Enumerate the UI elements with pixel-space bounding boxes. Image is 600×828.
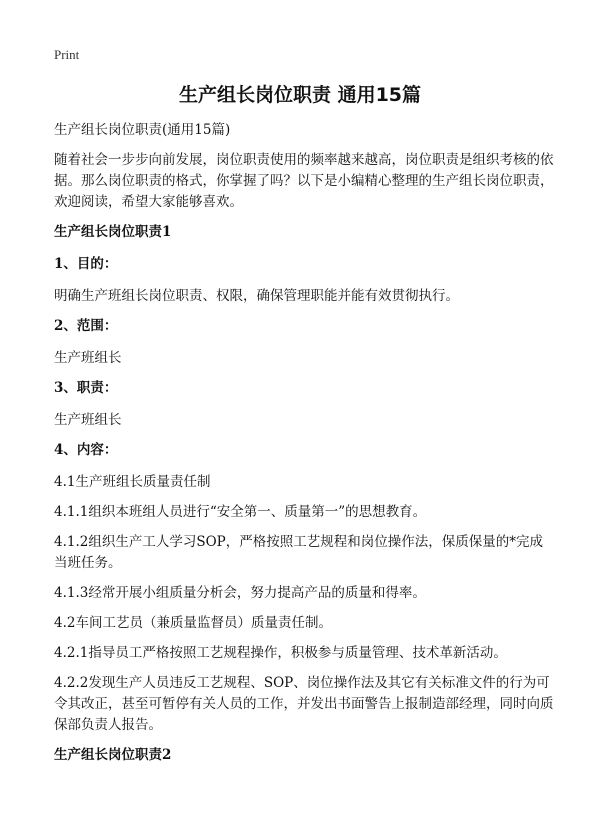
paragraph: 生产组长岗位职责(通用15篇) [54, 122, 231, 138]
document-body [54, 120, 554, 777]
paragraph: 随着社会一步步向前发展，岗位职责使用的频率越来越高，岗位职责是组织考核的依据。那么岗位职责的格式，你掌握了吗？以下是小编精心整理的生产组长岗位职责，欢迎阅读，希望大家能够喜欢。 [54, 152, 554, 210]
section-heading: 2、范围： [54, 318, 118, 334]
paragraph: 生产班组长 [54, 350, 122, 366]
section-heading: 1、目的： [54, 256, 118, 272]
print-label: Print [54, 47, 80, 62]
document-title: 生产组长岗位职责 通用15篇 [178, 84, 422, 106]
paragraph: 4.1.1组织本班组人员进行“安全第一、质量第一”的思想教育。 [54, 504, 427, 520]
paragraph: 4.1.3经常开展小组质量分析会，努力提高产品的质量和得率。 [54, 585, 426, 601]
section-heading: 4、内容： [54, 442, 118, 458]
paragraph: 4.1生产班组长质量责任制 [54, 474, 211, 490]
section-heading: 生产组长岗位职责2 [54, 747, 172, 763]
paragraph: 4.2车间工艺员（兼质量监督员）质量责任制。 [54, 615, 332, 631]
section-heading: 生产组长岗位职责1 [54, 224, 172, 240]
paragraph: 明确生产班组长岗位职责、权限，确保管理职能并能有效贯彻执行。 [54, 288, 459, 304]
paragraph: 4.2.1指导员工严格按照工艺规程操作，积极参与质量管理、技术革新活动。 [54, 645, 507, 661]
paragraph: 4.1.2组织生产工人学习SOP，严格按照工艺规程和岗位操作法，保质保量的*完成当班任务。 [54, 534, 543, 571]
paragraph: 生产班组长 [54, 412, 122, 428]
paragraph: 4.2.2发现生产人员违反工艺规程、SOP、岗位操作法及其它有关标准文件的行为可令其改正，甚至可暂停有关人员的工作，并发出书面警告上报制造部经理，同时向质保部负责人报告。 [54, 675, 554, 733]
section-heading: 3、职责： [54, 380, 118, 396]
